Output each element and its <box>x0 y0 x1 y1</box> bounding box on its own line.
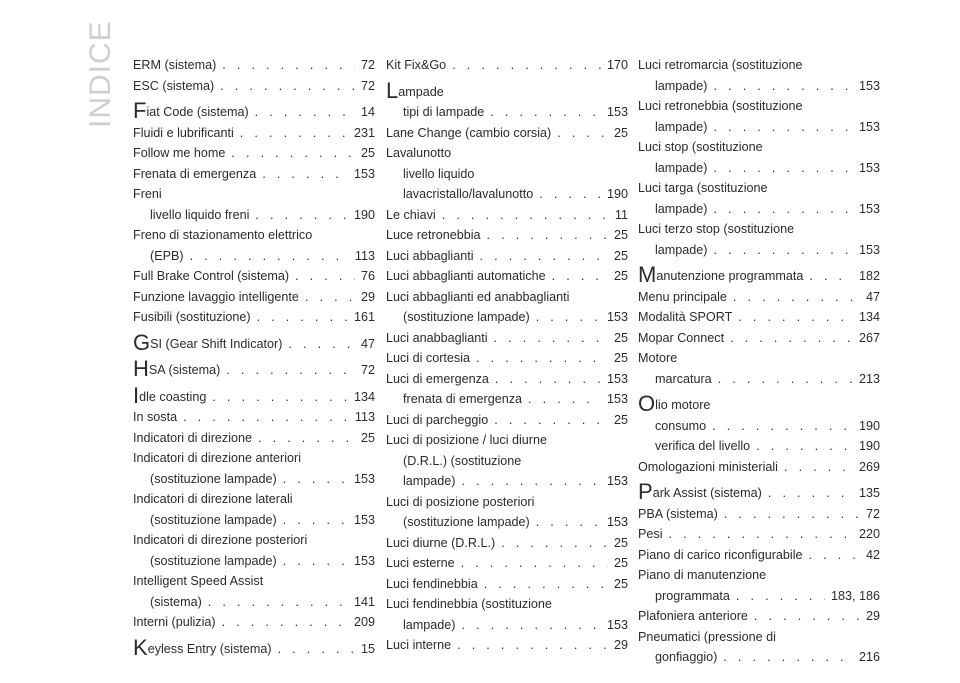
index-heading: Lavalunotto <box>386 146 452 160</box>
index-entry <box>386 205 628 226</box>
leader-dots <box>809 545 860 566</box>
entry-label: Luci esterne <box>386 556 455 570</box>
leader-dots <box>222 55 355 76</box>
index-entry <box>133 246 375 267</box>
index-heading: Freno di stazionamento elettrico <box>133 228 313 242</box>
leader-dots <box>718 369 853 390</box>
entry-page: 153 <box>353 553 375 568</box>
index-entry <box>386 369 628 390</box>
leader-dots <box>714 199 853 220</box>
index-entry <box>133 76 375 97</box>
entry-label: Full Brake Control (sistema) <box>133 269 290 283</box>
index-entry <box>638 76 880 97</box>
index-entry <box>386 635 628 656</box>
index-entry <box>386 512 628 533</box>
entry-page: 220 <box>858 527 880 541</box>
entry-label: Luci di parcheggio <box>386 412 489 427</box>
index-entry <box>638 586 880 607</box>
index-entry <box>386 328 628 349</box>
entry-page: 190 <box>858 418 880 433</box>
index-entry <box>386 266 628 287</box>
index-entry <box>133 143 375 164</box>
index-letter-entry <box>133 384 375 408</box>
entry-page: 190 <box>858 439 880 453</box>
leader-dots <box>231 143 355 164</box>
entry-page: 153 <box>353 166 375 181</box>
index-letter-heading <box>386 79 628 103</box>
index-entry <box>386 533 628 554</box>
index-entry <box>386 615 628 636</box>
entry-page: 135 <box>858 486 880 500</box>
index-heading: Luci terzo stop (sostituzione <box>638 222 795 236</box>
entry-page: 153 <box>606 515 628 529</box>
entry-label: lampade) <box>655 160 708 175</box>
entry-page: 141 <box>353 594 375 609</box>
index-entry <box>133 612 375 633</box>
leader-dots <box>784 457 853 478</box>
index-letter-entry <box>133 331 375 355</box>
entry-label: Pesi <box>638 527 663 541</box>
entry-label: tipi di lampade <box>403 105 485 119</box>
entry-label: lampade) <box>655 78 708 93</box>
entry-page: 29 <box>865 609 880 623</box>
entry-label: (sostituzione lampade) <box>150 553 277 568</box>
entry-label: Plafoniera anteriore <box>638 609 748 623</box>
entry-page: 153 <box>606 371 628 386</box>
entry-label: lampade) <box>403 474 456 488</box>
entry-page: 153 <box>858 242 880 257</box>
index-entry <box>638 436 880 457</box>
index-entry <box>638 117 880 138</box>
entry-label <box>133 99 249 123</box>
leader-dots <box>305 287 355 308</box>
entry-label: lampade) <box>655 242 708 257</box>
index-letter-entry <box>133 99 375 123</box>
leader-dots <box>494 328 608 349</box>
entry-label: gonfiaggio) <box>655 650 718 664</box>
entry-page: 25 <box>613 125 628 140</box>
index-heading: Motore <box>638 351 678 365</box>
leader-dots <box>258 428 355 449</box>
entry-label: Follow me home <box>133 146 226 160</box>
entry-label-rest: ark Assist (sistema) <box>652 486 762 500</box>
section-initial: L <box>386 77 399 103</box>
index-entry <box>386 348 628 369</box>
section-initial: F <box>133 98 147 123</box>
index-entry <box>133 55 375 76</box>
entry-label: Indicatori di direzione <box>133 430 253 445</box>
index-heading: Freni <box>133 187 162 201</box>
section-initial: K <box>133 634 148 660</box>
entry-label: verifica del livello <box>655 439 751 453</box>
index-letter-heading <box>638 392 880 416</box>
entry-page: 190 <box>606 187 628 201</box>
entry-page: 269 <box>858 459 880 474</box>
entry-page: 47 <box>360 336 375 351</box>
index-heading: (D.R.L.) (sostituzione <box>403 453 522 468</box>
index-entry <box>386 184 628 205</box>
index-entry <box>386 574 628 595</box>
entry-page: 47 <box>865 289 880 304</box>
leader-dots <box>480 246 608 267</box>
index-entry <box>638 457 880 478</box>
leader-dots <box>461 553 608 574</box>
leader-dots <box>494 410 608 431</box>
leader-dots <box>730 328 853 349</box>
leader-dots <box>190 246 349 267</box>
entry-page: 72 <box>360 78 375 93</box>
entry-label: marcatura <box>655 371 712 386</box>
entry-page: 29 <box>613 638 628 652</box>
entry-label: Luci abbaglianti automatiche <box>386 269 546 283</box>
entry-label: Luci anabbaglianti <box>386 330 488 345</box>
index-entry <box>386 553 628 574</box>
index-entry <box>638 240 880 261</box>
index-entry <box>638 545 880 566</box>
index-heading: livello liquido <box>403 166 475 181</box>
entry-page: 153 <box>606 617 628 632</box>
index-entry <box>638 307 880 328</box>
leader-dots <box>714 76 853 97</box>
entry-label: (EPB) <box>150 248 184 263</box>
entry-page: 15 <box>360 641 375 656</box>
entry-label: Luci diurne (D.R.L.) <box>386 535 496 550</box>
entry-label <box>133 636 272 660</box>
index-entry <box>133 307 375 328</box>
index-entry <box>638 369 880 390</box>
index-heading: Luci fendinebbia (sostituzione <box>386 597 552 611</box>
index-heading: Luci targa (sostituzione <box>638 181 768 195</box>
index-heading: Piano di manutenzione <box>638 568 767 582</box>
entry-page: 25 <box>360 430 375 445</box>
leader-dots <box>487 225 608 246</box>
section-initial: I <box>133 382 140 408</box>
index-column-3 <box>638 55 880 668</box>
index-letter-entry <box>638 263 880 287</box>
leader-dots <box>736 586 825 607</box>
index-entry <box>133 510 375 531</box>
entry-page: 153 <box>606 392 628 406</box>
index-entry <box>386 471 628 492</box>
leader-dots <box>490 102 601 123</box>
entry-page: 183, 186 <box>830 588 880 603</box>
entry-label: Lane Change (cambio corsia) <box>386 125 552 140</box>
index-heading: Luci di posizione / luci diurne <box>386 433 548 447</box>
index-entry <box>638 328 880 349</box>
entry-label-rest: dle coasting <box>139 389 207 404</box>
index-heading: Luci retronebbia (sostituzione <box>638 99 803 113</box>
leader-dots <box>457 635 608 656</box>
index-entry <box>386 55 628 76</box>
entry-page: 209 <box>353 615 375 629</box>
index-entry <box>386 246 628 267</box>
index-entry <box>133 266 375 287</box>
side-title <box>78 20 117 138</box>
index-entry <box>386 307 628 328</box>
leader-dots <box>552 266 608 287</box>
index-heading: Intelligent Speed Assist <box>133 574 264 588</box>
entry-page: 153 <box>606 105 628 119</box>
entry-label-rest: ampade <box>398 84 444 99</box>
side-title-text: INDICE <box>84 20 117 128</box>
entry-label: lavacristallo/lavalunotto <box>403 187 534 201</box>
entry-page: 25 <box>613 330 628 345</box>
entry-page: 72 <box>360 363 375 377</box>
index-entry <box>638 199 880 220</box>
entry-page: 134 <box>353 389 375 404</box>
index-column-1 <box>133 55 375 659</box>
entry-label: Menu principale <box>638 289 727 304</box>
leader-dots <box>754 606 860 627</box>
section-initial: O <box>638 391 656 416</box>
entry-page: 25 <box>360 146 375 160</box>
entry-page: 113 <box>354 248 375 263</box>
entry-label: Mopar Connect <box>638 330 725 345</box>
entry-page: 14 <box>360 105 375 119</box>
leader-dots <box>442 205 609 226</box>
index-entry <box>638 416 880 437</box>
index-letter-entry <box>133 357 375 381</box>
entry-label: Fusibili (sostituzione) <box>133 310 251 324</box>
entry-page: 231 <box>353 125 375 140</box>
entry-label: Interni (pulizia) <box>133 615 216 629</box>
entry-page: 29 <box>360 289 375 304</box>
entry-label: Luci interne <box>386 638 452 652</box>
entry-label: Modalità SPORT <box>638 310 733 324</box>
leader-dots <box>528 389 601 410</box>
entry-label: programmata <box>655 588 730 603</box>
index-entry <box>386 389 628 410</box>
entry-page: 25 <box>613 228 628 242</box>
leader-dots <box>226 360 355 381</box>
leader-dots <box>495 369 601 390</box>
leader-dots <box>476 348 608 369</box>
entry-label <box>133 357 220 381</box>
entry-page: 153 <box>858 160 880 175</box>
entry-page: 153 <box>606 474 628 488</box>
entry-label: Luce retronebbia <box>386 228 481 242</box>
entry-label: Luci di emergenza <box>386 371 489 386</box>
entry-label: Fluidi e lubrificanti <box>133 125 234 140</box>
index-entry <box>386 410 628 431</box>
entry-page: 153 <box>353 471 375 486</box>
entry-label <box>133 384 206 408</box>
entry-label: consumo <box>655 418 707 433</box>
index-heading: Indicatori di direzione anteriori <box>133 451 302 465</box>
index-entry <box>133 164 375 185</box>
entry-label: Frenata di emergenza <box>133 166 257 181</box>
entry-label: (sostituzione lampade) <box>403 310 530 324</box>
index-entry <box>386 102 628 123</box>
section-initial: H <box>133 356 149 381</box>
entry-label: frenata di emergenza <box>403 392 523 406</box>
leader-dots <box>220 76 355 97</box>
entry-label: In sosta <box>133 410 178 424</box>
index-entry <box>133 287 375 308</box>
entry-page: 213 <box>858 371 880 386</box>
entry-page: 76 <box>360 269 375 283</box>
entry-page: 25 <box>613 351 628 365</box>
leader-dots <box>278 639 355 660</box>
entry-label-rest: eyless Entry (sistema) <box>147 641 272 656</box>
entry-label <box>638 480 762 504</box>
leader-dots <box>809 266 853 287</box>
index-entry <box>133 428 375 449</box>
entry-label: Omologazioni ministeriali <box>638 459 778 474</box>
entry-page: 216 <box>858 650 880 664</box>
leader-dots <box>712 416 853 437</box>
entry-label: lampade) <box>655 119 708 134</box>
entry-page: 182 <box>858 269 880 283</box>
entry-page: 25 <box>613 269 628 283</box>
entry-label: Le chiavi <box>386 207 436 222</box>
index-entry <box>638 647 880 668</box>
entry-label: ERM (sistema) <box>133 58 217 72</box>
leader-dots <box>536 307 601 328</box>
entry-label: (sostituzione lampade) <box>150 512 277 527</box>
index-entry <box>133 469 375 490</box>
index-entry <box>638 504 880 525</box>
index-entry <box>133 551 375 572</box>
leader-dots <box>462 471 601 492</box>
leader-dots <box>222 612 348 633</box>
leader-dots <box>255 205 348 226</box>
leader-dots <box>283 469 348 490</box>
entry-page: 25 <box>613 412 628 427</box>
index-entry <box>133 592 375 613</box>
entry-page: 11 <box>614 207 628 222</box>
leader-dots <box>733 287 860 308</box>
index-letter-entry <box>133 636 375 660</box>
index-heading: Luci abbaglianti ed anabbaglianti <box>386 289 570 304</box>
entry-page: 153 <box>606 310 628 324</box>
leader-dots <box>501 533 608 554</box>
index-heading: Luci stop (sostituzione <box>638 140 763 154</box>
entry-page: 72 <box>360 58 375 72</box>
section-initial: P <box>638 479 653 504</box>
entry-label-rest: lio motore <box>655 398 711 412</box>
index-entry <box>638 524 880 545</box>
index-heading: Indicatori di direzione laterali <box>133 492 293 506</box>
entry-page: 72 <box>865 506 880 521</box>
index-letter-entry <box>638 480 880 504</box>
leader-dots <box>714 240 853 261</box>
index-column-2 <box>386 55 628 656</box>
entry-page: 153 <box>353 512 375 527</box>
entry-label: Funzione lavaggio intelligente <box>133 289 299 304</box>
entry-label: Luci di cortesia <box>386 351 470 365</box>
leader-dots <box>714 158 853 179</box>
entry-label: ESC (sistema) <box>133 78 215 93</box>
index-entry <box>638 158 880 179</box>
entry-label: Piano di carico riconfigurabile <box>638 547 803 562</box>
entry-label: (sostituzione lampade) <box>403 515 530 529</box>
entry-label-rest: SI (Gear Shift Indicator) <box>150 336 283 351</box>
leader-dots <box>288 334 355 355</box>
leader-dots <box>255 102 355 123</box>
leader-dots <box>257 307 348 328</box>
index-heading: Indicatori di direzione posteriori <box>133 533 308 547</box>
leader-dots <box>212 387 348 408</box>
leader-dots <box>724 504 860 525</box>
leader-dots <box>462 615 601 636</box>
leader-dots <box>283 510 348 531</box>
index-entry <box>638 606 880 627</box>
entry-page: 161 <box>353 310 375 324</box>
index-entry <box>133 205 375 226</box>
index-entry <box>386 123 628 144</box>
index-entry <box>133 123 375 144</box>
entry-label: PBA (sistema) <box>638 506 718 521</box>
leader-dots <box>208 592 348 613</box>
entry-page: 134 <box>858 310 880 324</box>
entry-label: lampade) <box>403 617 456 632</box>
leader-dots <box>484 574 608 595</box>
leader-dots <box>756 436 853 457</box>
entry-page: 267 <box>858 330 880 345</box>
index-entry <box>133 407 375 428</box>
entry-label-rest: iat Code (sistema) <box>146 105 249 119</box>
entry-page: 153 <box>858 119 880 134</box>
entry-label: lampade) <box>655 201 708 216</box>
leader-dots <box>295 266 355 287</box>
index-entry <box>638 287 880 308</box>
entry-page: 25 <box>613 248 628 263</box>
entry-page: 153 <box>858 78 880 93</box>
entry-label: livello liquido freni <box>150 207 250 222</box>
entry-label: Kit Fix&Go <box>386 58 447 72</box>
section-initial: M <box>638 262 657 287</box>
index-entry <box>386 225 628 246</box>
entry-label-rest: anutenzione programmata <box>656 269 804 283</box>
leader-dots <box>452 55 601 76</box>
entry-page: 170 <box>606 58 628 72</box>
leader-dots <box>283 551 348 572</box>
leader-dots <box>539 184 601 205</box>
leader-dots <box>557 123 608 144</box>
entry-label-rest: SA (sistema) <box>148 363 221 377</box>
leader-dots <box>669 524 853 545</box>
leader-dots <box>536 512 601 533</box>
index-heading: Luci di posizione posteriori <box>386 494 535 509</box>
index-heading: Pneumatici (pressione di <box>638 629 776 644</box>
entry-label: (sistema) <box>150 594 202 609</box>
index-heading: Luci retromarcia (sostituzione <box>638 58 803 72</box>
leader-dots <box>240 123 348 144</box>
entry-label: Luci fendinebbia <box>386 576 478 591</box>
entry-page: 42 <box>865 547 880 562</box>
entry-page: 113 <box>354 410 375 424</box>
entry-page: 153 <box>858 201 880 216</box>
leader-dots <box>183 407 349 428</box>
leader-dots <box>768 483 853 504</box>
entry-page: 25 <box>613 576 628 591</box>
leader-dots <box>723 647 853 668</box>
entry-label <box>638 263 803 287</box>
leader-dots <box>714 117 853 138</box>
entry-label <box>133 331 282 355</box>
leader-dots <box>738 307 853 328</box>
leader-dots <box>262 164 348 185</box>
section-initial: G <box>133 329 151 355</box>
entry-page: 25 <box>613 556 628 570</box>
entry-page: 25 <box>613 535 628 550</box>
entry-page: 190 <box>353 207 375 222</box>
entry-label: Luci abbaglianti <box>386 248 474 263</box>
entry-label: (sostituzione lampade) <box>150 471 277 486</box>
